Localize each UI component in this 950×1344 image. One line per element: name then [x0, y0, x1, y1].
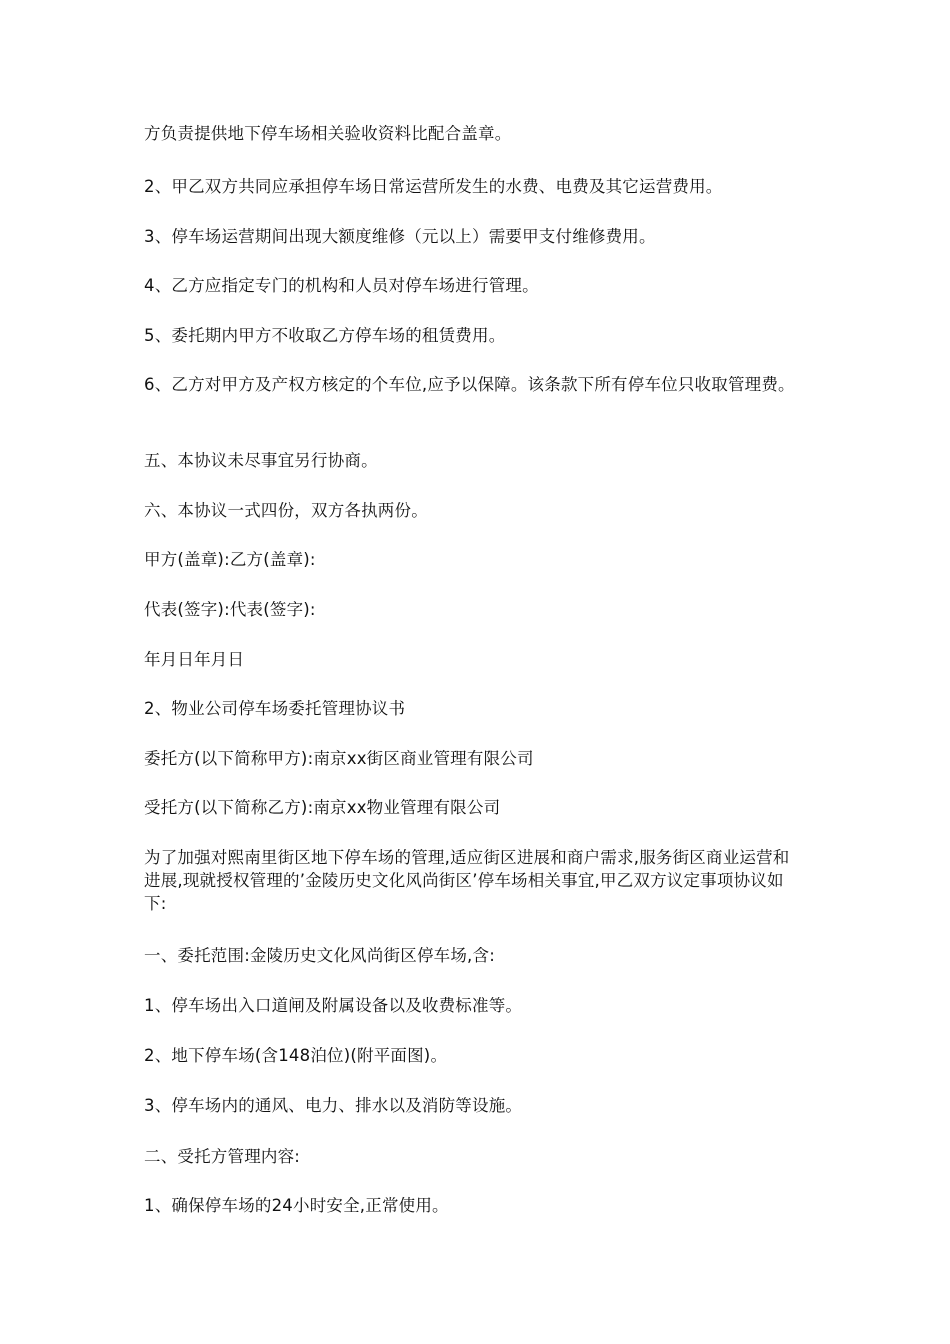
paragraph-4: 4、乙方应指定专门的机构和人员对停车场进行管理。 [144, 276, 539, 295]
paragraph-13: 委托方(以下简称甲方):南京xx街区商业管理有限公司 [144, 749, 534, 768]
paragraph-14: 受托方(以下简称乙方):南京xx物业管理有限公司 [144, 798, 501, 817]
paragraph-5: 5、委托期内甲方不收取乙方停车场的租赁费用。 [144, 326, 506, 345]
paragraph-1: 方负责提供地下停车场相关验收资料比配合盖章。 [144, 124, 512, 143]
paragraph-19: 3、停车场内的通风、电力、排水以及消防等设施。 [144, 1096, 523, 1115]
paragraph-15: 为了加强对熙南里街区地下停车场的管理,适应街区进展和商户需求,服务街区商业运营和进展,现就授权管理的’金陵历史文化风尚街区’停车场相关事宜,甲乙双方议定事项协议如下: [144, 848, 790, 913]
paragraph-2: 2、甲乙双方共同应承担停车场日常运营所发生的水费、电费及其它运营费用。 [144, 177, 723, 196]
paragraph-17: 1、停车场出入口道闸及附属设备以及收费标准等。 [144, 996, 523, 1015]
paragraph-8: 六、本协议一式四份，双方各执两份。 [144, 501, 428, 520]
paragraph-21: 1、确保停车场的24小时安全,正常使用。 [144, 1196, 449, 1215]
paragraph-6: 6、乙方对甲方及产权方核定的个车位,应予以保障。该条款下所有停车位只收取管理费。 [144, 375, 795, 394]
paragraph-20: 二、受托方管理内容: [144, 1147, 301, 1166]
paragraph-16: 一、委托范围:金陵历史文化风尚街区停车场,含: [144, 946, 495, 965]
paragraph-12: 2、物业公司停车场委托管理协议书 [144, 699, 406, 718]
paragraph-11: 年月日年月日 [144, 650, 245, 669]
paragraph-7: 五、本协议未尽事宜另行协商。 [144, 451, 378, 470]
paragraph-3: 3、停车场运营期间出现大额度维修（元以上）需要甲支付维修费用。 [144, 227, 656, 246]
paragraph-9: 甲方(盖章):乙方(盖章): [144, 550, 316, 569]
paragraph-18: 2、地下停车场(含148泊位)(附平面图)。 [144, 1046, 448, 1065]
paragraph-10: 代表(签字):代表(签字): [144, 600, 316, 619]
